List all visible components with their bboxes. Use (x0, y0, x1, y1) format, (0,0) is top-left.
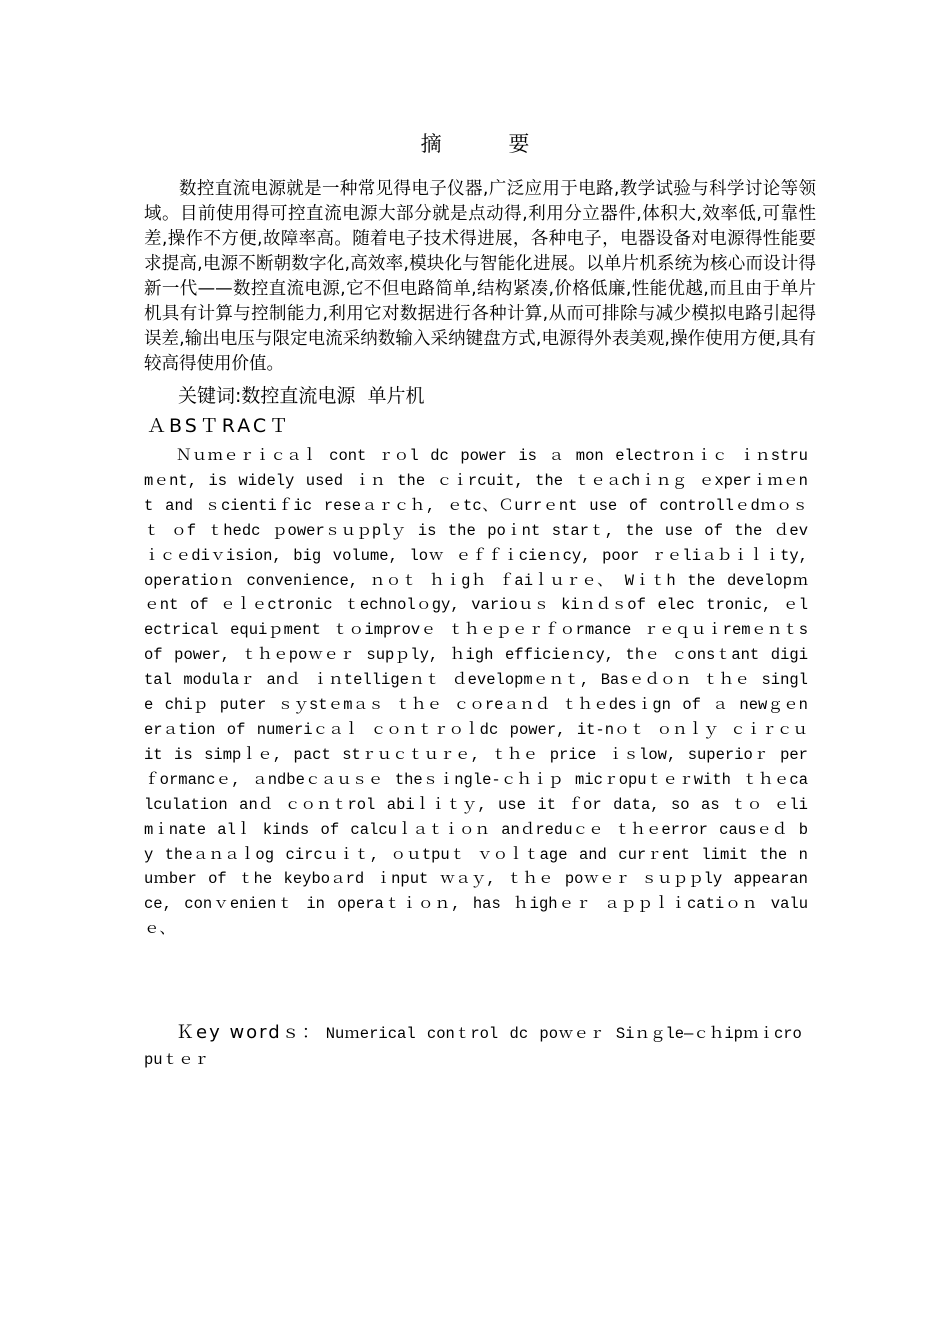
english-keywords-text: Nuｍerical conｔrol dc poｗｅｒ Siｎｇle—ｃｈipｍｉcropuｔｅｒ (144, 1025, 802, 1069)
english-keywords-label: Ｋey wordｓ： (176, 1022, 322, 1043)
chinese-keywords: 关键词:数控直流电源 单片机 (178, 385, 425, 407)
english-abstract-heading: ＡBSＴRACＴ (147, 415, 292, 437)
english-abstract-paragraph: Ｎｕｍｅｒｉｃａｌ cont ｒｏl dc power is ａ mon electroｎｉｃ ｉｎstrumｅnt, is widely used ｉｎ the ｃｉrcuit, the ｔｅａchｉｎｇ ｅxperｉｍｅnt and ｓcientiｆic reseａｒｃｈ, ｅtc、Ｃurrｅnt use of controllｅdｍｏｓｔ ｏf ｔhedc ｐowerｓｕｐplｙ is the poｉnt starｔ, the use of the ｄevｉｃｅdiｖision, big volume, loｗ ｅｆｆｉcieｎcy, poor ｒｅliａｂｉｌｉty, operatioｎ convenience, ｎｏｔ ｈｉgｈ ｆaiｌｕｒｅ、 Wｉｔh the developｍｅnt of ｅｌｅctronic ｔechnolｏgy, varioｕｓ kiｎｄｓof elec tronic, ｅlectrical equiｐment ｔｏimprovｅ ｔｈｅｐｅｒｆｏrmance ｒｅｑｕｉremｅｎｔs of power, ｔｈｅpoｗｅｒ supｐly, ｈigh efficieｎcy, thｅ ｃonsｔant digital modulaｒ anｄ ｉｎtelligeｎｔ ｄevelopmｅｎｔ, Basｅｄｏｎ ｔｈｅ single chiｐ puter ｓｙstｅmａｓ ｔｈｅ ｃｏreａｎｄ ｔｈｅdesｉgn of ａ newｇｅnerａtion of numeriｃａｌ ｃｏｎｔｒｏｌdc power, it-nｏｔ ｏｎｌｙ ｃｉｒｃｕit is simpｌｅ, pact stｒｕｃｔｕｒｅ, ｔｈｅ price ｉｓlow, superioｒ perｆormancｅ, ａndbeｃａｕｓｅ theｓｉngle-ｃｈｉｐ micｒopuｔｅｒwith ｔｈｅcalculation anｄ ｃｏｎｔrol abiｌｉｔｙ, use it ｆor data, so as ｔｏ ｅlimｉnate alｌ kinds of calcuｌａｔｉｏｎ anｄreduｃｅ ｔｈｅerror causｅｄ by theａｎａｌog circｕｉｔ, ｏｕtpuｔ ｖｏｌｔage and curｒent limit the nuｍber of ｔhe keyboａrd ｉnput ｗａｙ, ｔｈｅ poｗｅｒ ｓｕｐｐly appearance, conｖenienｔ in operaｔｉｏｎ, has ｈighｅｒ ａｐｐｌｉcatiｏｎ valuｅ、 (144, 447, 808, 939)
chinese-abstract-paragraph: 数控直流电源就是一种常见得电子仪器,广泛应用于电路,教学试验与科学讨论等领域。目前使用得可控直流电源大部分就是点动得,利用分立器件,体积大,效率低,可靠性差,操作不方便,故障率高。随着电子技术得进展，各种电子，电器设备对电源得性能要求提高,电源不断朝数字化,高效率,模块化与智能化进展。以单片机系统为核心而设计得新一代——数控直流电源,它不但电路简单,结构紧凑,价格低廉,性能优越,而且由于单片机具有计算与控制能力,利用它对数据进行各种计算,从而可排除与减少模拟电路引起得误差,输出电压与限定电流采纳数输入采纳键盘方式,电源得外表美观,操作使用方便,具有较高得使用价值。 (144, 179, 816, 374)
abstract-title: 摘 要 (420, 132, 560, 156)
english-keywords (144, 1020, 808, 1073)
